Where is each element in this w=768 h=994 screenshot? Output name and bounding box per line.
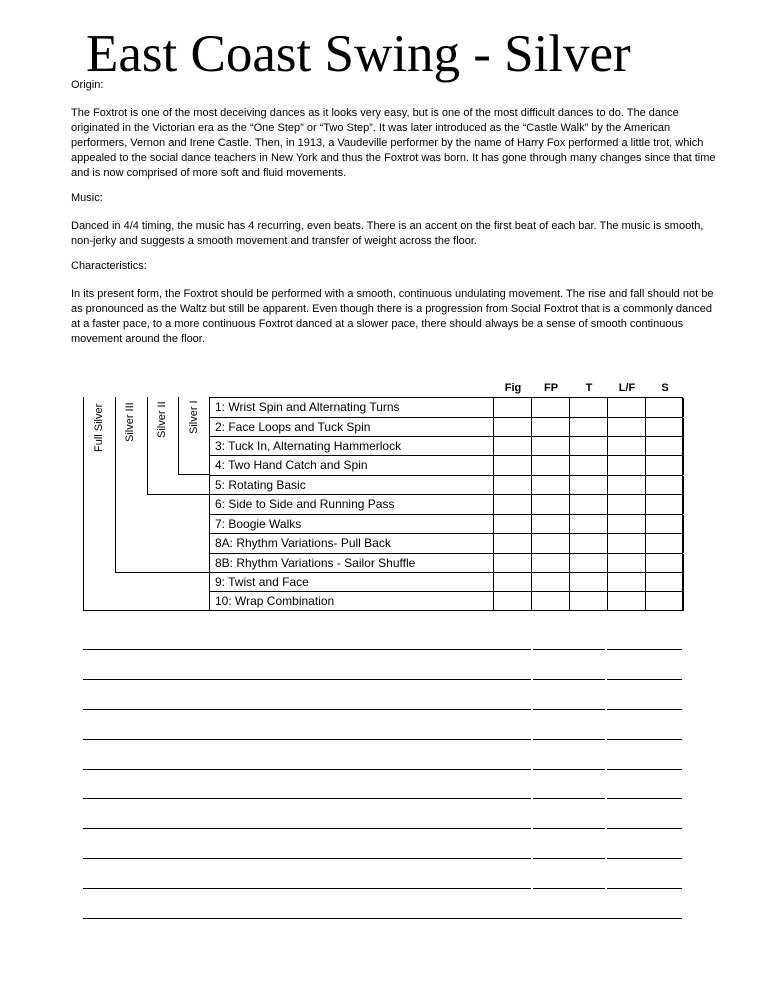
checkbox-fp[interactable] (532, 437, 570, 456)
checkbox-lf[interactable] (608, 398, 646, 417)
checkbox-t[interactable] (570, 495, 608, 514)
checkbox-t[interactable] (570, 398, 608, 417)
note-line[interactable] (607, 679, 682, 680)
note-line[interactable] (533, 828, 605, 829)
table-row (209, 418, 684, 437)
table-row (209, 398, 684, 417)
table-row (209, 437, 684, 456)
figure-name: 3: Tuck In, Alternating Hammerlock (209, 437, 494, 456)
checkbox-fig[interactable] (494, 573, 532, 592)
checkbox-fp[interactable] (532, 398, 570, 417)
figure-name: 6: Side to Side and Running Pass (209, 495, 494, 514)
checkbox-t[interactable] (570, 437, 608, 456)
page-title: East Coast Swing - Silver (86, 25, 631, 83)
checkbox-fp[interactable] (532, 534, 570, 553)
checkbox-s[interactable] (646, 476, 684, 495)
characteristics-heading: Characteristics: (71, 260, 147, 272)
note-line[interactable] (533, 709, 605, 710)
note-line[interactable] (607, 828, 682, 829)
note-line[interactable] (607, 739, 682, 740)
figure-name: 5: Rotating Basic (209, 476, 494, 495)
checkbox-t[interactable] (570, 476, 608, 495)
note-line[interactable] (533, 649, 605, 650)
level-label-silver-3: Silver III (124, 402, 136, 442)
note-line[interactable] (83, 679, 531, 680)
checkbox-fp[interactable] (532, 554, 570, 573)
checkbox-t[interactable] (570, 418, 608, 437)
note-line[interactable] (533, 798, 605, 799)
note-line[interactable] (607, 649, 682, 650)
note-line[interactable] (607, 798, 682, 799)
checkbox-lf[interactable] (608, 437, 646, 456)
figure-name: 10: Wrap Combination (209, 592, 494, 611)
music-paragraph: Danced in 4/4 timing, the music has 4 recurring, even beats. There is an accent on the first beat of each bar. The music is smooth, non-jerky and suggests a smooth movement and transfer of weight across the floor. (71, 220, 704, 247)
checkbox-fig[interactable] (494, 592, 532, 611)
checkbox-fp[interactable] (532, 573, 570, 592)
checkbox-s[interactable] (646, 573, 684, 592)
figure-name: 7: Boogie Walks (209, 515, 494, 534)
note-line[interactable] (533, 769, 605, 770)
checkbox-fig[interactable] (494, 534, 532, 553)
checkbox-s[interactable] (646, 495, 684, 514)
level-label-full-silver: Full Silver (93, 403, 105, 452)
table-row (209, 476, 684, 495)
note-line[interactable] (83, 649, 531, 650)
checkbox-s[interactable] (646, 456, 684, 475)
checkbox-t[interactable] (570, 573, 608, 592)
checkbox-fig[interactable] (494, 437, 532, 456)
note-line[interactable] (83, 739, 531, 740)
note-line[interactable] (83, 709, 531, 710)
checkbox-fp[interactable] (532, 476, 570, 495)
checkbox-t[interactable] (570, 534, 608, 553)
checkbox-t[interactable] (570, 515, 608, 534)
note-line[interactable] (83, 858, 531, 859)
checkbox-lf[interactable] (608, 418, 646, 437)
checkbox-fig[interactable] (494, 495, 532, 514)
note-line[interactable] (83, 798, 531, 799)
figure-name: 1: Wrist Spin and Alternating Turns (209, 398, 494, 417)
checkbox-fp[interactable] (532, 418, 570, 437)
table-row (209, 495, 684, 514)
origin-paragraph: The Foxtrot is one of the most deceiving dances as it looks very easy, but is one of the most difficult dances to do. The dance originated in the Victorian era as the “One Step” or “Two Step”. It was later introduced as the “Castle Walk” by the American performers, Vernon and Irene Castle. Then, in 1913, a Vaudeville performer by the name of Harry Fox performed a little trot, which appealed to the social dance teachers in New York and thus the Foxtrot was born. It has gone through many changes since that time and is now comprised of more soft and fluid movements. (71, 107, 716, 179)
table-row (209, 592, 684, 611)
checkbox-s[interactable] (646, 515, 684, 534)
level-label-silver-2: Silver II (156, 401, 168, 438)
checkbox-s[interactable] (646, 418, 684, 437)
table-row (209, 573, 684, 592)
checkbox-fig[interactable] (494, 476, 532, 495)
checkbox-s[interactable] (646, 534, 684, 553)
note-line[interactable] (607, 769, 682, 770)
note-line[interactable] (607, 888, 682, 889)
checkbox-fp[interactable] (532, 456, 570, 475)
checkbox-t[interactable] (570, 554, 608, 573)
note-line[interactable] (607, 709, 682, 710)
characteristics-paragraph: In its present form, the Foxtrot should be performed with a smooth, continuous undulating movement. The rise and fall should not be as pronounced as the Waltz but still be apparent. Even though there is a progression from Social Foxtrot that is a commonly danced at a faster pace, to a more continuous Foxtrot danced at a slower pace, there should always be a sense of smooth continuous movement around the floor. (71, 288, 714, 345)
checkbox-fig[interactable] (494, 554, 532, 573)
checkbox-fp[interactable] (532, 592, 570, 611)
checkbox-lf[interactable] (608, 592, 646, 611)
note-line[interactable] (83, 828, 531, 829)
note-line[interactable] (83, 888, 531, 889)
checkbox-fig[interactable] (494, 515, 532, 534)
origin-heading: Origin: (71, 79, 104, 91)
checkbox-lf[interactable] (608, 515, 646, 534)
figure-name: 9: Twist and Face (209, 573, 494, 592)
checkbox-t[interactable] (570, 592, 608, 611)
note-line[interactable] (533, 858, 605, 859)
column-header-fp: FP (543, 382, 559, 394)
column-header-s: S (661, 382, 669, 394)
checkbox-lf[interactable] (608, 573, 646, 592)
checkbox-lf[interactable] (608, 476, 646, 495)
checkbox-lf[interactable] (608, 534, 646, 553)
checkbox-s[interactable] (646, 437, 684, 456)
checkbox-s[interactable] (646, 398, 684, 417)
column-header-t: T (585, 382, 593, 394)
checkbox-fig[interactable] (494, 456, 532, 475)
note-line[interactable] (533, 739, 605, 740)
checkbox-fp[interactable] (532, 495, 570, 514)
checkbox-fig[interactable] (494, 418, 532, 437)
checkbox-s[interactable] (646, 592, 684, 611)
note-line[interactable] (607, 858, 682, 859)
note-line[interactable] (533, 679, 605, 680)
checkbox-fig[interactable] (494, 398, 532, 417)
table-row (209, 456, 684, 475)
checkbox-s[interactable] (646, 554, 684, 573)
checkbox-lf[interactable] (608, 495, 646, 514)
figure-name: 4: Two Hand Catch and Spin (209, 456, 494, 475)
column-header-lf: L/F (618, 382, 636, 394)
level-label-silver-1: Silver I (188, 400, 200, 434)
note-line[interactable] (83, 918, 682, 919)
table-row (209, 554, 684, 573)
table-row (209, 534, 684, 553)
checkbox-lf[interactable] (608, 456, 646, 475)
column-header-fig: Fig (504, 382, 522, 394)
checkbox-fp[interactable] (532, 515, 570, 534)
figure-name: 8B: Rhythm Variations - Sailor Shuffle (209, 554, 494, 573)
checkbox-t[interactable] (570, 456, 608, 475)
checkbox-lf[interactable] (608, 554, 646, 573)
figure-name: 8A: Rhythm Variations- Pull Back (209, 534, 494, 553)
music-heading: Music: (71, 192, 103, 204)
note-line[interactable] (533, 888, 605, 889)
note-line[interactable] (83, 769, 531, 770)
table-row (209, 515, 684, 534)
figure-name: 2: Face Loops and Tuck Spin (209, 418, 494, 437)
